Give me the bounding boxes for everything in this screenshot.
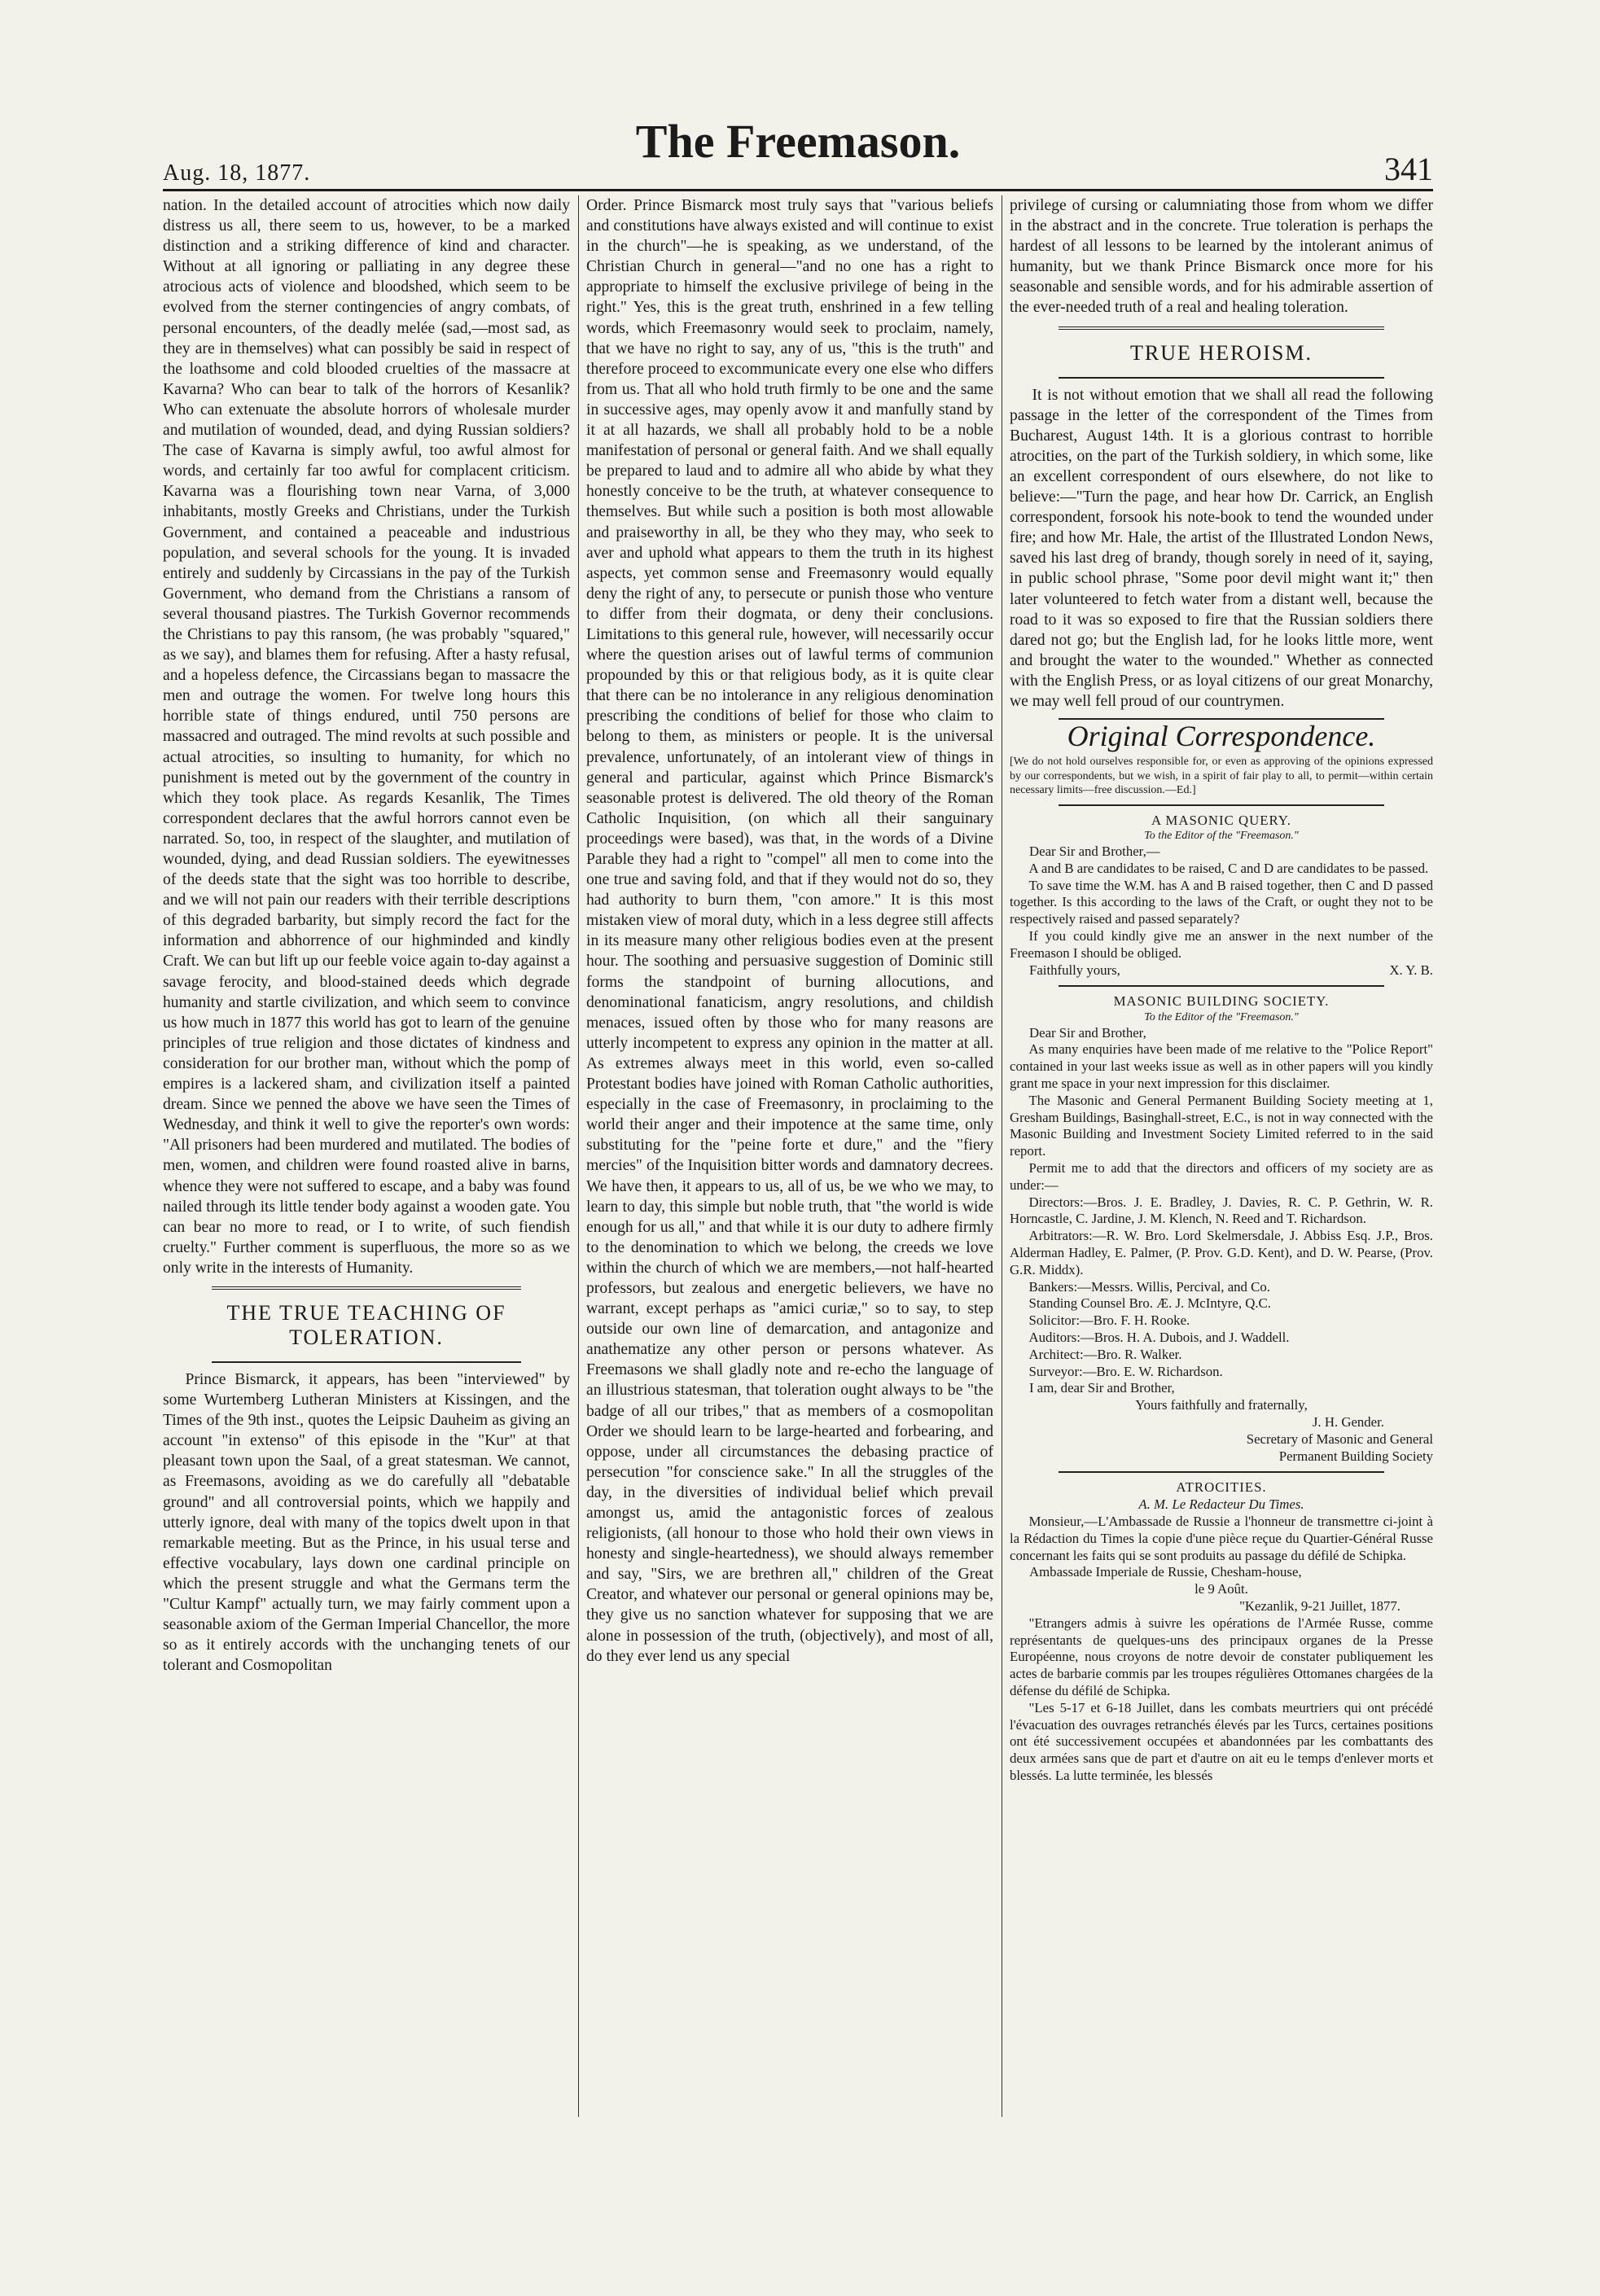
letter-signoff: Faithfully yours, [1029,962,1120,978]
section-divider [1059,985,1384,987]
section-divider [212,1361,521,1363]
letter-salutation: Dear Sir and Brother, [1029,1024,1146,1041]
article-paragraph: It is not without emotion that we shall all read the following passage in the letter of the correspondent of the Times from Bucharest, August 14th. It is a glorious contrast to horrible atrocities, on the part of the Turkish soldiery, in which some, like an excellent correspondent of ours elsewhere, do not like to believe:—"Turn the page, and hear how Dr. Carrick, an English correspondent, forsook his note-book to tend the wounded under fire; and how Mr. Hale, the artist of the Illustrated London News, saved his last dreg of brandy, though sorely in need of it, saying, in public school phrase, "Some poor devil might want it;" then later volunteered to fetch water from a distant well, because the road to it was so exposed to fire that the Russian soldiers there dared not go; but the English lad, for he looks little more, went and brought the water to the wounded." Whether as connected with the English Press, or as loyal citizens of our great Monarchy, we may well fell proud of our countrymen. [1010,386,1433,710]
letter-heading: ATROCITIES. [1176,1479,1267,1496]
letter-masonic-query [1010,813,1433,979]
letter-building-society [1010,993,1433,1465]
section-heading-toleration: THE TRUE TEACHING OF TOLERATION. [226,1300,506,1349]
correspondence-heading: Original Correspondence. [1067,720,1376,753]
letter-heading: A MASONIC QUERY. [1151,812,1291,828]
letter-place-date: "Kezanlik, 9-21 Juillet, 1877. [1239,1597,1401,1614]
column-2 [586,195,993,1667]
letter-signature: J. H. Gender. [1312,1413,1384,1430]
letter-atrocities [1010,1479,1433,1784]
section-divider [1059,326,1384,330]
officer-line: Auditors:—Bros. H. A. Dubois, and J. Waddell. [1028,1329,1290,1345]
letter-date: le 9 Août. [1195,1581,1248,1597]
letter-paragraph: As many enquiries have been made of me relative to the "Police Report" contained in your last weeks issue as well as in other papers will you kindly grant me space in your next impression for this disclaimer. [1010,1041,1433,1092]
newspaper-title: The Freemason. [635,115,961,168]
article-paragraph: Prince Bismarck, it appears, has been "interviewed" by some Wurtemberg Lutheran Ministers at Kissingen, and the Times of the 9th inst., quotes the Leipsic Dauheim as giving an account "in extenso" of this episode in the "Kur" at that pleasant town upon the Saal, of a great statesman. We cannot, as Freemasons, avoiding as we do carefully all "debatable ground" and all controversial points, which we happily and utterly ignore, deal with many of the topics dwelt upon in that remarkable meeting. But as the Prince, in his usual terse and effective vocabulary, lays down one cardinal principle on which the present struggle and what the Germans term the "Cultur Kampf" actually turn, we may fairly comment upon a seasonable axiom of the German Imperial Chancellor, the more so as it entirely accords with the unchanging tenets of our tolerant and Cosmopolitan [163,1370,570,1675]
letter-signature: X. Y. B. [1389,962,1433,978]
article-paragraph: nation. In the detailed account of atrocities which now daily distress us all, there seem to us, however, to be a marked distinction and a striking difference of kind and character. Without at all ignoring or palliating in any degree these atrocious acts of violence and bloodshed, which seem to be evolved from the sterner contingencies of angry combats, of personal encounters, of the deadly melée (sad,—most sad, as they are in themselves) what can possibly be said in respect of the loathsome and cold blooded cruelties of the massacre at Kavarna? Who can bear to talk of the horrors of Kesanlik? Who can extenuate the absolute horrors of wholesale murder and mutilation of wounded, dead, and dying Russian soldiers? The case of Kavarna is simply awful, too awful almost for words, and certainly far too awful for complacent criticism. Kavarna was a flourishing town near Varna, of 3,000 inhabitants, mostly Greeks and Christians, under the Turkish Government, and contained a peaceable and industrious population, and several schools for the young. It is invaded entirely and suddenly by Circassians in the pay of the Turkish Government, who demand from the Christians a ransom of several thousand piastres. The Turkish Governor recommends the Christians to pay this ransom, (he was probably "squared," as we say), and blames them for refusing. After a hasty refusal, and a hopeless defence, the Circassians began to massacre the men and outrage the women. For twelve long hours this horrible state of things endured, until 750 persons are massacred and outraged. The mind revolts at such possible and actual atrocities, so insulting to humanity, for which no punishment is meted out by the government of the country in which they took place. As regards Kesanlik, The Times correspondent declares that the awful horrors cannot even be narrated. So, too, in respect of the slaughter, and mutilation of wounded, dying, and dead Russian soldiers. The eyewitnesses of the deeds state that the sight was too horrible to describe, and we will not pain our readers with their terrible descriptions of this degraded barbarity, but simply record the fact for the information and abhorrence of our highminded and kindly Craft. We can but lift up our feeble voice again to-day against a savage ferocity, and blood-stained deeds which degrade humanity and startle civilization, and which seem to convince us how much in 1877 this world has got to learn of the genuine principles of true religion and those dictates of kindness and consideration for our brother man, without which the pomp of empires is a lackered sham, and civilization itself a painted dream. Since we penned the above we have seen the Times of Wednesday, and think it well to give the reporter's own words: "All prisoners had been murdered and mutilated. The bodies of men, women, and children were found roasted alive in barns, whence they were not suffered to escape, and a baby was found nailed through its little tender body against a wooden gate. You can bear no more to read, or I to write, of such fiendish cruelty." Further comment is superfluous, the more so as we only write in the interests of Humanity. [163,197,570,1277]
letter-paragraph: "Les 5-17 et 6-18 Juillet, dans les combats meurtriers qui ont précédé l'évacuation des ouvrages retranchés élevés par les Turcs, certaines positions ont été successivement occupées et abandonnées par les combattants des deux armées sans que de part et d'autre on ait eu le temps d'enlever morts et blessés. La lutte terminée, les blessés [1010,1699,1433,1783]
letter-salutation: Dear Sir and Brother,— [1029,843,1160,859]
officer-line: Architect:—Bro. R. Walker. [1028,1346,1182,1362]
section-divider [212,1286,521,1290]
letter-paragraph: To save time the W.M. has A and B raised together, then C and D passed together. Is this according to the laws of the Craft, or ought they not to be respectively raised and passed separately? [1010,877,1433,927]
letter-paragraph: Permit me to add that the directors and officers of my society are as under:— [1010,1160,1433,1193]
letter-signature-title: Secretary of Masonic and General [1246,1431,1433,1447]
letter-yours: Yours faithfully and fraternally, [1135,1397,1308,1413]
officer-line: Solicitor:—Bro. F. H. Rooke. [1028,1312,1190,1329]
officer-line: Surveyor:—Bro. E. W. Richardson. [1028,1363,1223,1379]
letter-addressee: A. M. Le Redacteur Du Times. [1138,1496,1304,1513]
section-divider [1059,804,1384,806]
masthead-rule [163,189,1433,191]
letter-paragraph: A and B are candidates to be raised, C and D are candidates to be passed. [1028,860,1429,876]
letter-paragraph: Monsieur,—L'Ambassade de Russie a l'honneur de transmettre ci-joint à la Rédaction du Times la copie d'une pièce reçue du Quartier-Général Russe concernant les faits qui se sont produits au passage du défilé de Schipka. [1010,1513,1433,1563]
column-1 [163,195,570,1676]
letter-signature-title: Permanent Building Society [1278,1448,1433,1464]
editorial-disclaimer: [We do not hold ourselves responsible for, or even as approving of the opinions expressed by our correspondents, but we wish, in a spirit of fair play to all, to permit—within certain necessary limits—free discussion.—Ed.] [1010,756,1433,797]
officer-line: Standing Counsel Bro. Æ. J. McIntyre, Q.C. [1028,1295,1271,1312]
column-3 [1010,195,1433,1785]
masthead [163,114,1433,191]
article-paragraph: privilege of cursing or calumniating those from whom we differ in the abstract and in the concrete. True toleration is perhaps the hardest of all lessons to be learned by the intolerant animus of humanity, but we thank Prince Bismarck once more for his seasonable and sensible words, and for his admirable assertion of the ever-needed truth of a real and healing toleration. [1010,197,1433,317]
officer-line: Bankers:—Messrs. Willis, Percival, and Co. [1028,1278,1270,1295]
letter-paragraph: "Etrangers admis à suivre les opérations de l'Armée Russe, comme représentants de quelques-uns des principaux organes de la Presse Européenne, nous croyons de notre devoir de constater publiquement les actes de barbarie commis par les troupes régulières Ottomanes chargées de la défense du défilé de Schipka. [1010,1615,1433,1698]
column-divider [578,195,579,2117]
letter-addressee: To the Editor of the "Freemason." [1144,830,1299,843]
officer-line: Directors:—Bros. J. E. Bradley, J. Davies, R. C. P. Gethrin, W. R. Horncastle, C. Jardine, J. M. Klench, N. Reed and T. Richardson. [1010,1194,1433,1227]
letter-paragraph: If you could kindly give me an answer in the next number of the Freemason I should be obliged. [1010,927,1433,961]
section-divider [1059,1471,1384,1473]
letter-address: Ambassade Imperiale de Russie, Chesham-house, [1029,1564,1302,1580]
letter-closing: I am, dear Sir and Brother, [1029,1380,1175,1396]
letter-addressee: To the Editor of the "Freemason." [1144,1011,1299,1024]
section-divider [1059,377,1384,379]
issue-date: Aug. 18, 1877. [163,160,311,186]
letter-paragraph: The Masonic and General Permanent Building Society meeting at 1, Gresham Buildings, Basinghall-street, E.C., is not in way connected with the Masonic Building and Investment Society Limited referred to in the said report. [1010,1092,1433,1159]
officer-line: Arbitrators:—R. W. Bro. Lord Skelmersdale, J. Abbiss Esq. J.P., Bros. Alderman Hadley, E. Palmer, (P. Prov. G.D. Kent), and D. W. Pearse, (Prov. G.R. Middx). [1010,1228,1433,1277]
article-paragraph: Order. Prince Bismarck most truly says that "various beliefs and constitutions have always existed and will continue to exist in the church"—he is speaking, as we understand, of the Christian Church in general—"and no one has a right to appropriate to himself the exclusive privilege of being in the right." Yes, this is the great truth, enshrined in a few telling words, which Freemasonry would seek to proclaim, namely, that we have no right to say, any of us, "this is the truth" and therefore proceed to excommunicate every one else who differs from us. That all who hold truth firmly to be one and the same in successive ages, may openly avow it and manfully stand by it at all hazards, we shall all probably hold to be a noble manifestation of personal or general faith. And we shall equally be prepared to laud and to admire all who abide by what they honestly conceive to be the truth, at whatever consequence to themselves. But while such a position is both most allowable and praiseworthy in all, be they who they may, who seek to aver and uphold what appears to them the truth in its highest aspects, yet common sense and Freemasonry would equally deny the right of any, to persecute or punish those who venture to differ from their dogmata, or deny their conclusions. Limitations to this general rule, however, will necessarily occur where the question arises out of lawful terms of communion propounded by this or that religious body, as it is quite clear that there can be no intolerance in any religious denomination prescribing the conditions of belief for those who claim to belong to them, as ministers or people. It is the universal prevalence, unfortunately, of an intolerant view of things in general and particular, against which Prince Bismarck's seasonable protest is delivered. The old theory of the Roman Catholic Inquisition, (on which all their sanguinary proceedings were based), was that, in the words of a Divine Parable they had a right to "compel" all men to come into the one true and saving fold, and that if they would not do so, they had authority to burn them, "con amore." It is this most mistaken view of moral duty, which in a less degree still affects in its measure many other religious bodies even at the present hour. The soothing and persuasive suggestion of Dominic still forms the standpoint of burning allocutions, and denominational fanaticism, angry resolutions, and childish menaces, issued often by those who for many reasons are utterly incompetent to express any opinion in the matter at all. As extremes always meet in this world, even so-called Protestant bodies have joined with Roman Catholic authorities, especially in the case of Freemasonry, in proclaiming to the world their anger and their impotence at the same time, only substituting for the "peine forte et dure," and the "fiery mercies" of the Inquisition bitter words and damnatory decrees. We have then, it appears to us, all of us, be we who we may, to learn to day, this simple but noble truth, that "the world is wide enough for us all," and that while it is our duty to adhere firmly to the denomination to which we belong, the creeds we love within the church of which we are members,—not half-hearted professors, but zealous and energetic believers, we have no warrant, except perhaps as "amici curiæ," so to say, to step outside our own line of demarcation, and antagonize and anathematize any other person or persons whatever. As Freemasons we shall gladly note and re-echo the language of an illustrious statesman, that toleration ought always to be "the badge of all our tribes," that as members of a cosmopolitan Order we should learn to be large-hearted and forbearing, and oppose, under all circumstances the debasing practice of persecution "for conscience sake." In all the struggles of the day, in the diversities of individual belief which prevail amongst us, amid the antagonistic forces of zealous religionists, (all honour to those who hold their own views in honesty and single-heartedness), we should always remember and say, "Sirs, we are brethren all," children of the Great Creator, and whatever our personal or general opinions may be, they give us no sanction whatever for supposing that we are alone in possession of the truth, (objectively), and most of all, do they ever lend us any special [586,197,993,1665]
page-number: 341 [1384,151,1433,187]
letter-heading: MASONIC BUILDING SOCIETY. [1113,993,1330,1010]
section-heading-heroism: TRUE HEROISM. [1130,340,1313,365]
